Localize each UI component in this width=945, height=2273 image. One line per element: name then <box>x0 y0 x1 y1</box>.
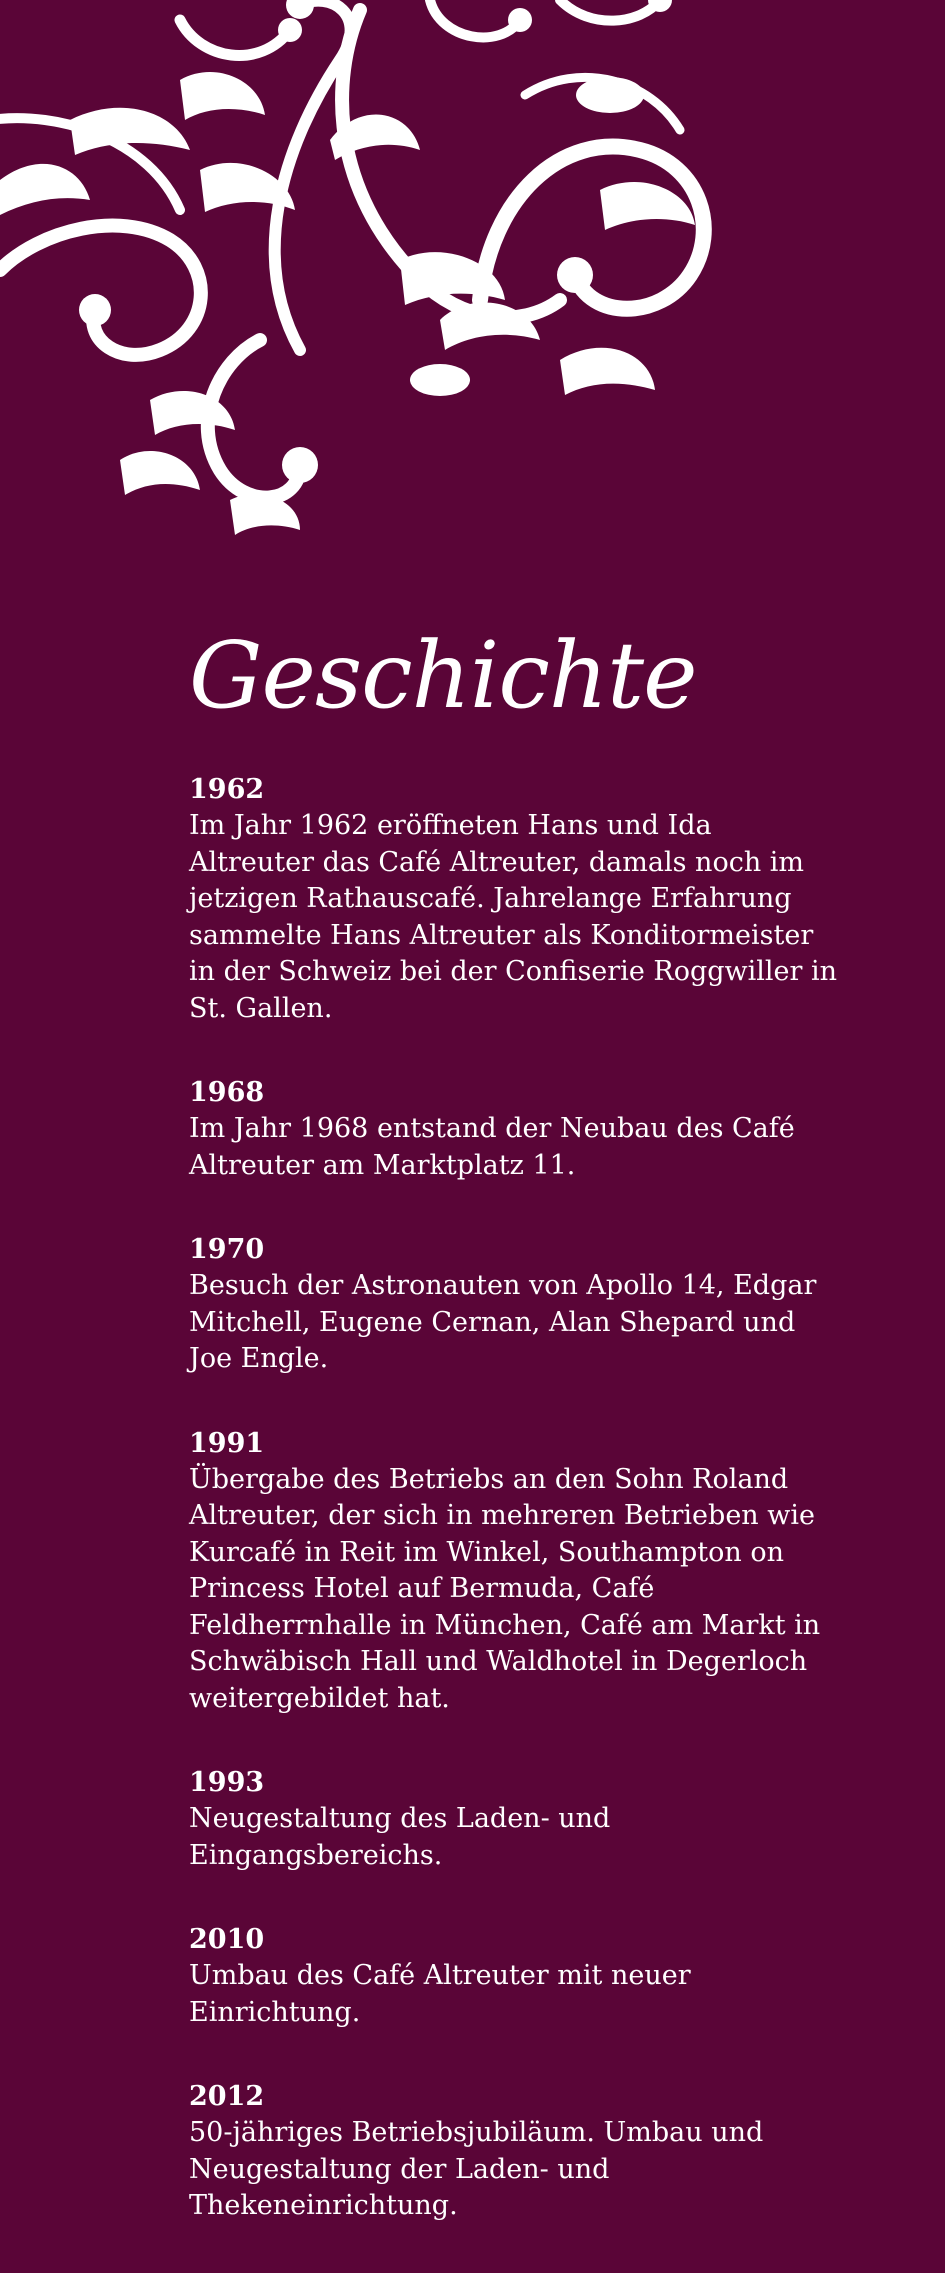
history-year: 1970 <box>189 1234 265 1265</box>
history-text: Im Jahr 1962 eröffneten Hans und Ida Altreuter das Café Altreuter, damals noch im jetzigen Rathauscafé. Jahrelange Erfahrung sammelte Hans Altreuter als Konditormeister in der Schweiz bei der Confiserie Roggwiller in St. Gallen. <box>189 810 838 1024</box>
history-entry <box>189 1765 869 1874</box>
history-entry <box>189 1232 869 1378</box>
history-entry <box>189 772 869 1027</box>
floral-swirl-ornament-icon <box>0 0 740 560</box>
history-entry <box>189 2079 869 2225</box>
history-text: Im Jahr 1968 entstand der Neubau des Café Altreuter am Marktplatz 11. <box>189 1113 795 1181</box>
history-text: Umbau des Café Altreuter mit neuer Einrichtung. <box>189 1960 691 2028</box>
history-entry <box>189 1922 869 2031</box>
history-year: 1993 <box>189 1767 265 1798</box>
history-year: 2012 <box>189 2081 265 2112</box>
history-year: 2010 <box>189 1924 265 1955</box>
history-year: 1968 <box>189 1077 265 1108</box>
history-text: Neugestaltung des Laden- und Eingangsbereichs. <box>189 1803 611 1871</box>
history-text: Besuch der Astronauten von Apollo 14, Edgar Mitchell, Eugene Cernan, Alan Shepard und Joe Engle. <box>189 1270 817 1374</box>
history-section <box>189 622 869 2273</box>
history-year: 1991 <box>189 1427 265 1459</box>
history-title: Geschichte <box>189 622 697 729</box>
history-text: 50-jähriges Betriebsjubiläum. Umbau und Neugestaltung der Laden- und Thekeneinrichtung. <box>189 2117 764 2221</box>
history-entry <box>189 1426 869 1718</box>
history-year: 1962 <box>189 774 265 805</box>
history-entry <box>189 1075 869 1184</box>
history-text: Übergabe des Betriebs an den Sohn Roland Altreuter, der sich in mehreren Betrieben wie Kurcafé in Reit im Winkel, Southampton on Princess Hotel auf Bermuda, Café Feldherrnhalle in München, Café am Markt in Schwäbisch Hall und Waldhotel in Degerloch weitergebildet hat. <box>189 1463 821 1714</box>
